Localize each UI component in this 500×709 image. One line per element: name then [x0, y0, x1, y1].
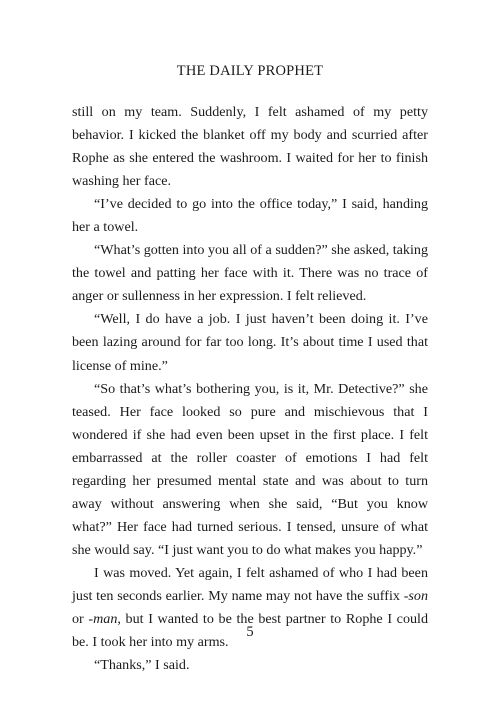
paragraph: “Well, I do have a job. I just haven’t been doing it. I’ve been lazing around for far too long. It’s about time I used that license of mine.” — [72, 311, 428, 374]
italic-suffix: -man — [88, 611, 118, 628]
paragraph: “I’ve decided to go into the office today,” I said, handing her a towel. — [72, 196, 428, 236]
paragraph: “So that’s what’s bothering you, is it, Mr. Detective?” she teased. Her face looked so pure and mischievous that I wondered if she had even been upset in the first place. I felt embarrassed at the roller coaster of emotions I had felt regarding her presumed mental state and was about to turn away without answering when she said, “But you know what?” Her face had turned serious. I tensed, unsure of what she would say. “I just want you to do what makes you happy.” — [72, 380, 428, 558]
paragraph: “What’s gotten into you all of a sudden?” she asked, taking the towel and patting her face with it. There was no trace of anger or sullenness in her expression. I felt relieved. — [72, 242, 428, 305]
paragraph: still on my team. Suddenly, I felt ashamed of my petty behavior. I kicked the blanket off my body and scurried after Rophe as she entered the washroom. I waited for her to finish washing her face. — [72, 104, 428, 190]
italic-suffix: -son — [403, 587, 428, 604]
paragraph: “Thanks,” I said. — [94, 657, 190, 674]
paragraph-text: or — [72, 611, 89, 628]
paragraph-text: , but I wanted to be the best partner to Rophe I could be. I took her into my arms. — [72, 611, 428, 651]
running-head: THE DAILY PROPHET — [176, 63, 324, 79]
paragraph-text: I was moved. Yet again, I felt ashamed of who I had been just ten seconds earlier. My name may not have the suffix — [72, 564, 428, 604]
body-text — [72, 101, 428, 677]
page-number: 5 — [246, 624, 254, 640]
